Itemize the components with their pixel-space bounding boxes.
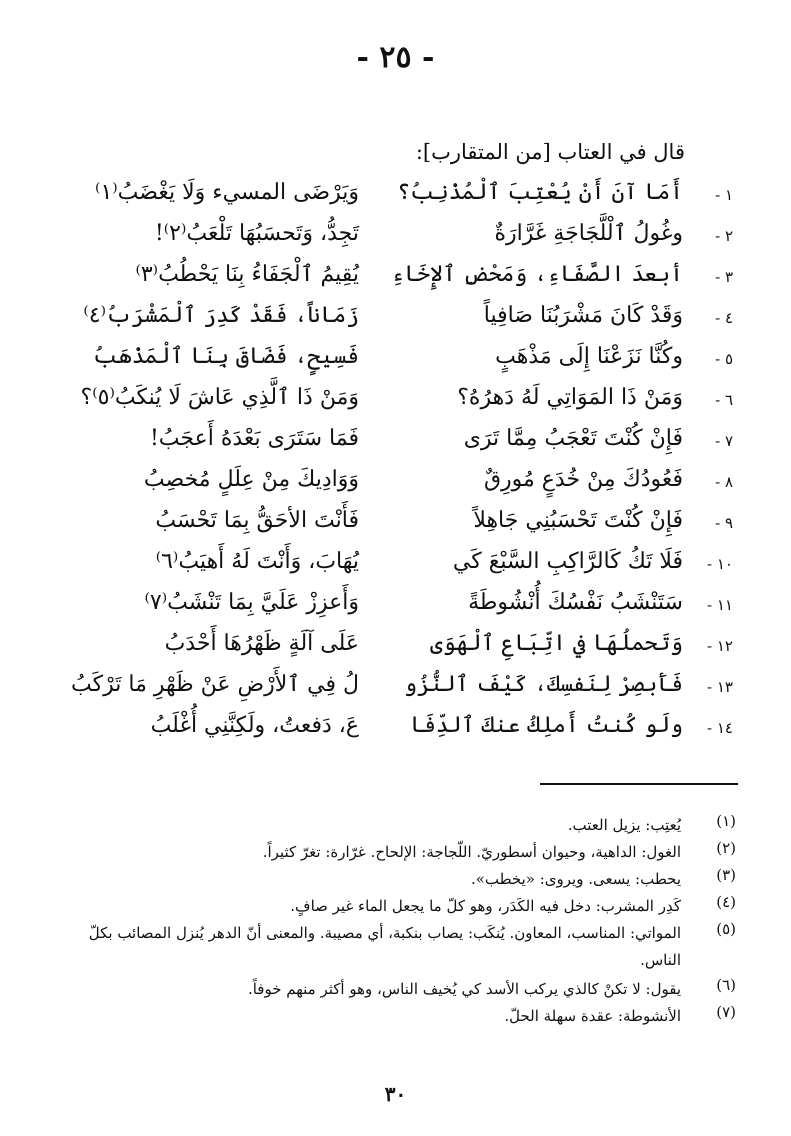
footnote-number: (٦) (716, 976, 736, 994)
verse-first-hemistich: أبعدَ الصَّفَاءِ، وَمَحْضِ ٱلإِخَاءِ (391, 262, 683, 287)
verse-second-hemistich: وَوَادِيكَ مِنْ عِلَلٍ مُخصِبُ (143, 467, 359, 492)
verse-number: ١٢ - (707, 637, 733, 655)
verse-first-hemistich: فَإِنْ كُنْتَ تَحْسَبُنِي جَاهِلاً (473, 508, 683, 533)
verse-first-hemistich: فَأَبصِرْ لِنَفسِكَ، كَيْفَ ٱلنُّزُو (404, 672, 683, 697)
verse-4 (0, 303, 791, 341)
footnote-text: كَدِر المشرب: دخل فيه الكَدَر، وهو كلّ ما يجعل الماء غير صافٍ. (290, 897, 681, 915)
verse-5 (0, 344, 791, 382)
footnote-text: المواتي: المناسب، المعاون. يُنكَب: يصاب بنكبة، أي مصيبة. والمعنى أنّ الدهر يُنزل المصائب بكلّ الناس. (88, 924, 681, 969)
verse-first-hemistich: وَقَدْ كَانَ مَشْرَبُنَا صَافِياً (483, 303, 683, 328)
verse-second-hemistich: وَأَعزِزْ عَلَيَّ بِمَا تَنْشَبُ⁽٧⁾ (144, 590, 359, 615)
verse-number: ٢ - (715, 227, 733, 245)
verse-second-hemistich: يُهَابَ، وَأَنْتَ لَهُ أَهيَبُ⁽٦⁾ (155, 549, 359, 574)
verse-number: ١٤ - (707, 719, 733, 737)
footnote-divider (540, 783, 738, 785)
verse-12 (0, 631, 791, 669)
verse-10 (0, 549, 791, 587)
verse-first-hemistich: وكُنَّا نَزَعْنَا إِلَى مَذْهَبٍ (495, 344, 683, 369)
footnote-text: الغول: الداهية، وحيوان أسطوريّ. اللّجاجة: الإلحاح. غرّارة: تغرّ كثيراً. (262, 843, 681, 861)
page-header-number: - ٢٥ - (356, 40, 435, 75)
poem-intro: قال في العتاب [من المتقارب]: (415, 140, 685, 164)
verse-number: ٣ - (715, 268, 733, 286)
page-footer-number: ٣٠ (384, 1082, 407, 1106)
verse-2 (0, 221, 791, 259)
footnote-text: يحطب: يسعى. ويروى: «يخطب». (470, 870, 681, 888)
verse-1 (0, 180, 791, 218)
footnote-text: يُعتِب: يزيل العتب. (567, 816, 681, 834)
footnote-text: الأنشوطة: عقدة سهلة الحلّ. (504, 1007, 681, 1025)
verse-8 (0, 467, 791, 505)
verse-number: ٨ - (715, 473, 733, 491)
footnote-number: (٣) (716, 866, 736, 884)
verse-first-hemistich: أَمَا آنَ أَنْ يُعْتِبَ ٱلْمُذْنِبُ؟ (397, 180, 683, 205)
verse-second-hemistich: لُ فِي ٱلأَرْضِ عَنْ ظَهْرِ مَا تَرْكَبُ (71, 672, 359, 697)
verse-second-hemistich: فَسِيحٍ، فَضَاقَ بِنَا ٱلْمَذْهَبُ (93, 344, 359, 369)
verse-second-hemistich: فَمَا سَتَرَى بَعْدَهُ أَعجَبُ! (149, 426, 359, 451)
verse-number: ٩ - (715, 514, 733, 532)
verse-3 (0, 262, 791, 300)
footnote-number: (١) (716, 812, 736, 830)
verse-number: ٥ - (715, 350, 733, 368)
verse-9 (0, 508, 791, 546)
verse-first-hemistich: فَعُودُكَ مِنْ خُدَعٍ مُورِقٌ (483, 467, 683, 492)
footnote-number: (٤) (716, 893, 736, 911)
verse-second-hemistich: عَ، دَفعتُ، ولَكِنَّنِي أُغْلَبُ (150, 713, 359, 738)
verse-11 (0, 590, 791, 628)
verse-first-hemistich: ولَو كُنتُ أَملِكُ عنكَ ٱلدِّفَا (410, 713, 683, 738)
footnote-number: (٥) (716, 920, 736, 938)
verse-second-hemistich: تَجِدُّ، وَتَحسَبُهَا تَلْعَبُ⁽٢⁾! (154, 221, 359, 246)
verse-second-hemistich: وَمَنْ ذَا ٱلَّذِي عَاشَ لَا يُنكَبُ⁽٥⁾؟ (80, 385, 359, 410)
verse-6 (0, 385, 791, 423)
verse-first-hemistich: وغُولُ ٱلْلَّجَاجَةِ غَرَّارَةٌ (494, 221, 683, 246)
verse-first-hemistich: فَإِنْ كُنْتَ تَعْجَبُ مِمَّا تَرَى (463, 426, 683, 451)
verse-second-hemistich: وَيَرْضَى المسيء وَلَا يَغْضَبُ⁽١⁾ (95, 180, 359, 205)
verse-second-hemistich: يُقِيمُ ٱلْجَفَاءُ بِنَا يَحْطُبُ⁽٣⁾ (135, 262, 359, 287)
verse-first-hemistich: سَتَنْشَبُ نَفْسُكَ أُنْشُوطَةً (468, 590, 683, 615)
verse-first-hemistich: فَلَا تَكُ كَالرَّاكِبِ السَّبْعَ كَي (452, 549, 683, 574)
verse-number: ١٣ - (707, 678, 733, 696)
verse-first-hemistich: وَمَنْ ذَا المَوَاتِي لَهُ دَهرُهُ؟ (457, 385, 683, 410)
verse-7 (0, 426, 791, 464)
verse-number: ٧ - (715, 432, 733, 450)
verse-number: ٦ - (715, 391, 733, 409)
verse-number: ١ - (715, 186, 733, 204)
verse-second-hemistich: عَلَى آلَةٍ ظَهْرُهَا أَحْدَبُ (164, 631, 359, 656)
verse-second-hemistich: زَمَاناً، فَقَدْ كَدِرَ ٱلْمَشْرَبُ⁽٤⁾ (83, 303, 359, 328)
footnote-number: (٢) (716, 839, 736, 857)
verse-first-hemistich: وَتَحملُهَا في اتِّبَاعِ ٱلْهَوَى (429, 631, 683, 656)
verse-13 (0, 672, 791, 710)
verse-second-hemistich: فَأَنْتَ الأحَقُّ بِمَا تَحْسَبُ (155, 508, 359, 533)
verse-number: ٤ - (715, 309, 733, 327)
footnote-number: (٧) (716, 1003, 736, 1021)
verse-14 (0, 713, 791, 751)
footnote-text: يقول: لا تكنْ كالذي يركب الأسد كي يُخيف الناس، وهو أكثر منهم خوفاً. (247, 980, 681, 998)
verse-number: ١٠ - (707, 555, 733, 573)
verse-number: ١١ - (707, 596, 733, 614)
